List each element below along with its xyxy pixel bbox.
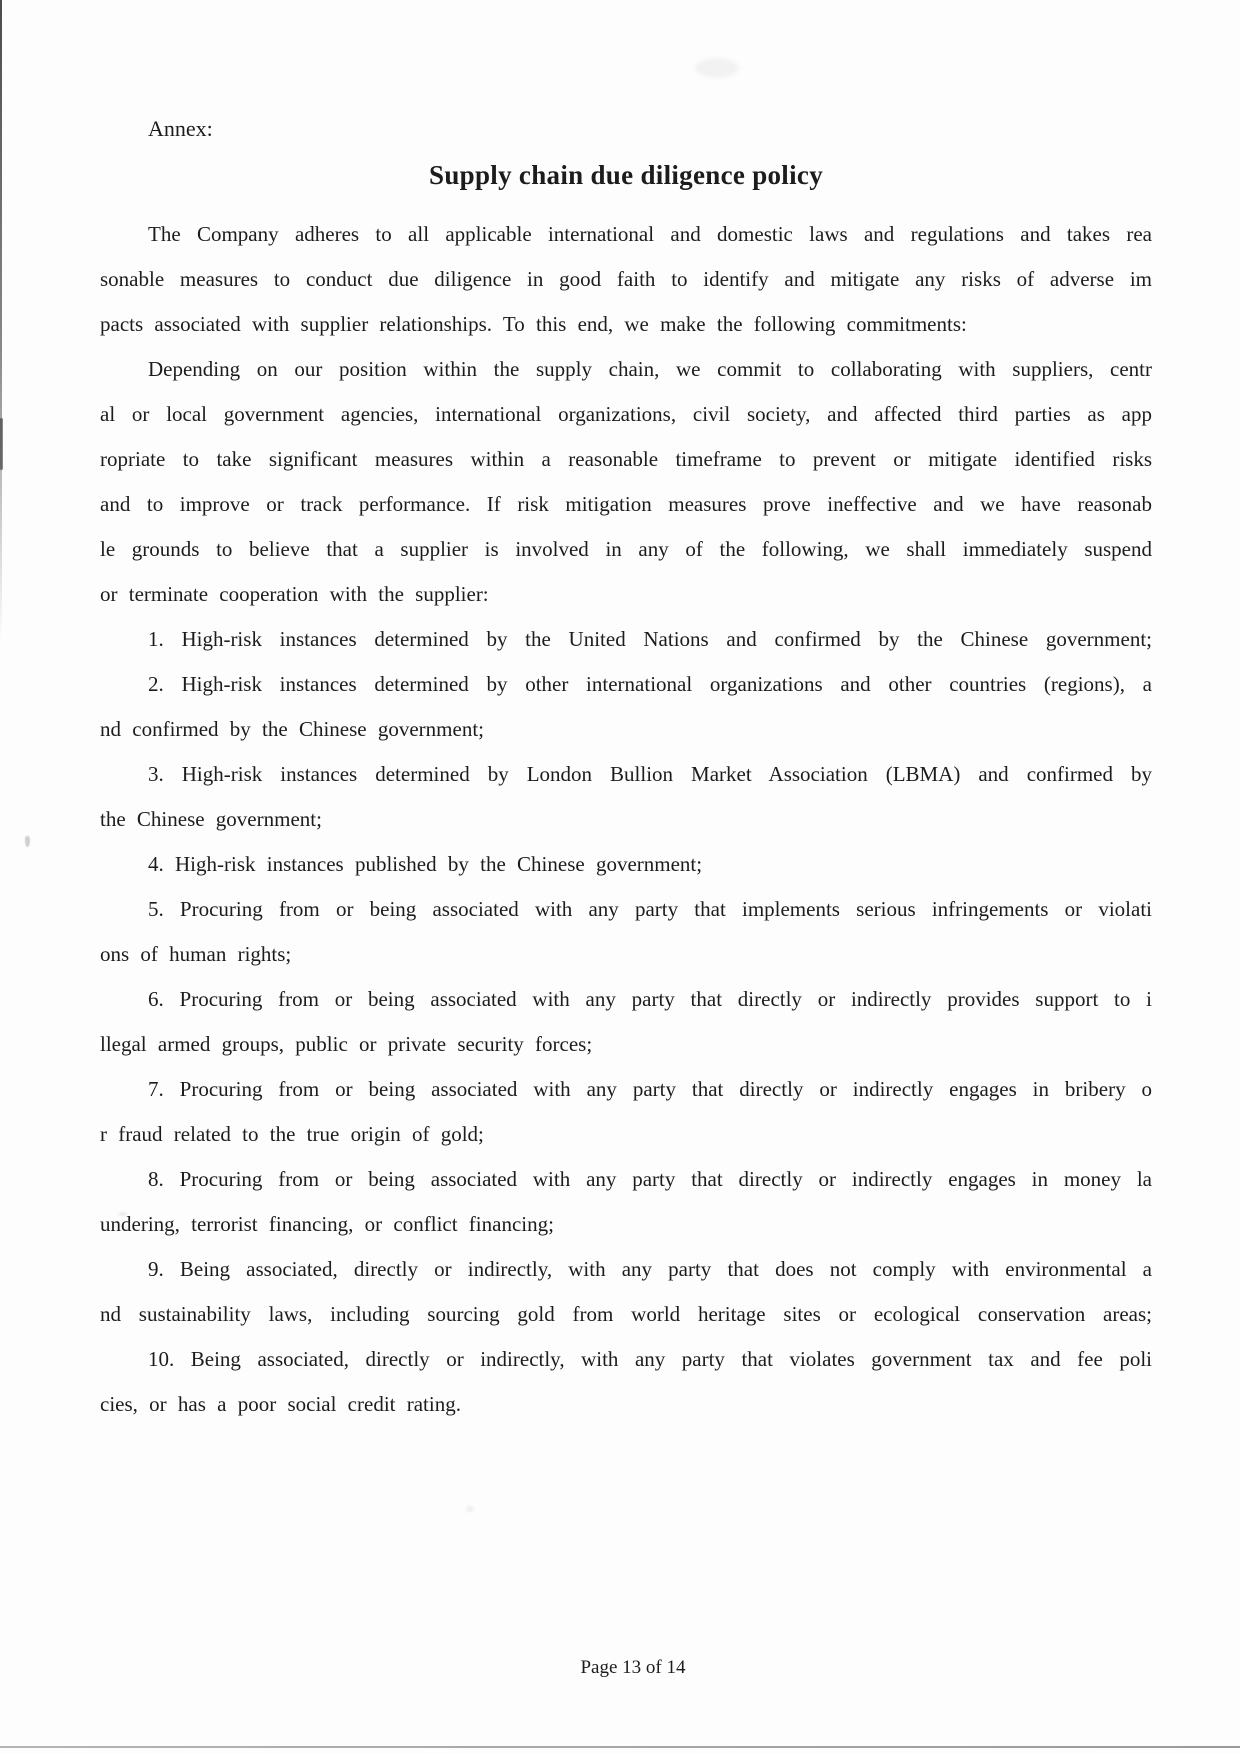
document-line: 9. Being associated, directly or indirectly, with any party that does not comply with environmental a (148, 1257, 1152, 1281)
scan-artifact-left-notch (0, 418, 3, 470)
document-body (100, 212, 1152, 1427)
document-line: Depending on our position within the supply chain, we commit to collaborating with suppliers, centr (148, 357, 1152, 381)
document-line: 8. Procuring from or being associated with any party that directly or indirectly engages in money la (148, 1167, 1152, 1191)
document-line: r fraud related to the true origin of gold; (100, 1122, 484, 1146)
document-line: 4. High-risk instances published by the Chinese government; (148, 852, 703, 876)
scan-artifact-speck (118, 1212, 127, 1216)
document-line: le grounds to believe that a supplier is involved in any of the following, we shall immediately suspend (100, 537, 1152, 561)
document-line: the Chinese government; (100, 807, 322, 831)
document-line: sonable measures to conduct due diligence in good faith to identify and mitigate any risks of adverse im (100, 267, 1152, 291)
document-line: and to improve or track performance. If risk mitigation measures prove ineffective and we have reasonab (100, 492, 1152, 516)
document-line: The Company adheres to all applicable international and domestic laws and regulations and takes rea (148, 222, 1152, 246)
annex-label: Annex: (148, 116, 213, 141)
document-line: llegal armed groups, public or private security forces; (100, 1032, 593, 1056)
document-line: or terminate cooperation with the supplier: (100, 582, 489, 606)
scan-artifact-speck (466, 1506, 474, 1512)
document-line: 2. High-risk instances determined by other international organizations and other countries (regions), a (148, 672, 1152, 696)
document-line: 5. Procuring from or being associated with any party that implements serious infringements or violati (148, 897, 1152, 921)
document-line: 1. High-risk instances determined by the United Nations and confirmed by the Chinese government; (148, 627, 1152, 651)
scan-artifact-smudge (695, 58, 739, 78)
document-line: 7. Procuring from or being associated with any party that directly or indirectly engages in bribery o (148, 1077, 1152, 1101)
page-number: Page 13 of 14 (580, 1657, 686, 1678)
document-line: cies, or has a poor social credit rating. (100, 1392, 461, 1416)
scan-artifact-bottom-edge (0, 1746, 1240, 1748)
document-line: nd confirmed by the Chinese government; (100, 717, 484, 741)
document-line: ons of human rights; (100, 942, 292, 966)
document-line: 6. Procuring from or being associated with any party that directly or indirectly provides support to i (148, 987, 1152, 1011)
document-line: undering, terrorist financing, or conflict financing; (100, 1212, 554, 1236)
document-line: al or local government agencies, international organizations, civil society, and affected third parties as app (100, 402, 1152, 426)
scan-artifact-speck (25, 836, 30, 847)
document-line: 10. Being associated, directly or indirectly, with any party that violates government tax and fee poli (148, 1347, 1152, 1371)
document-line: nd sustainability laws, including sourcing gold from world heritage sites or ecological conservation areas; (100, 1302, 1152, 1326)
document-line: ropriate to take significant measures within a reasonable timeframe to prevent or mitigate identified risks (100, 447, 1152, 471)
document-line: pacts associated with supplier relationships. To this end, we make the following commitments: (100, 312, 967, 336)
page-title: Supply chain due diligence policy (429, 160, 823, 190)
document-line: 3. High-risk instances determined by London Bullion Market Association (LBMA) and confirmed by (148, 762, 1152, 786)
scan-artifact-left-edge (0, 0, 2, 640)
